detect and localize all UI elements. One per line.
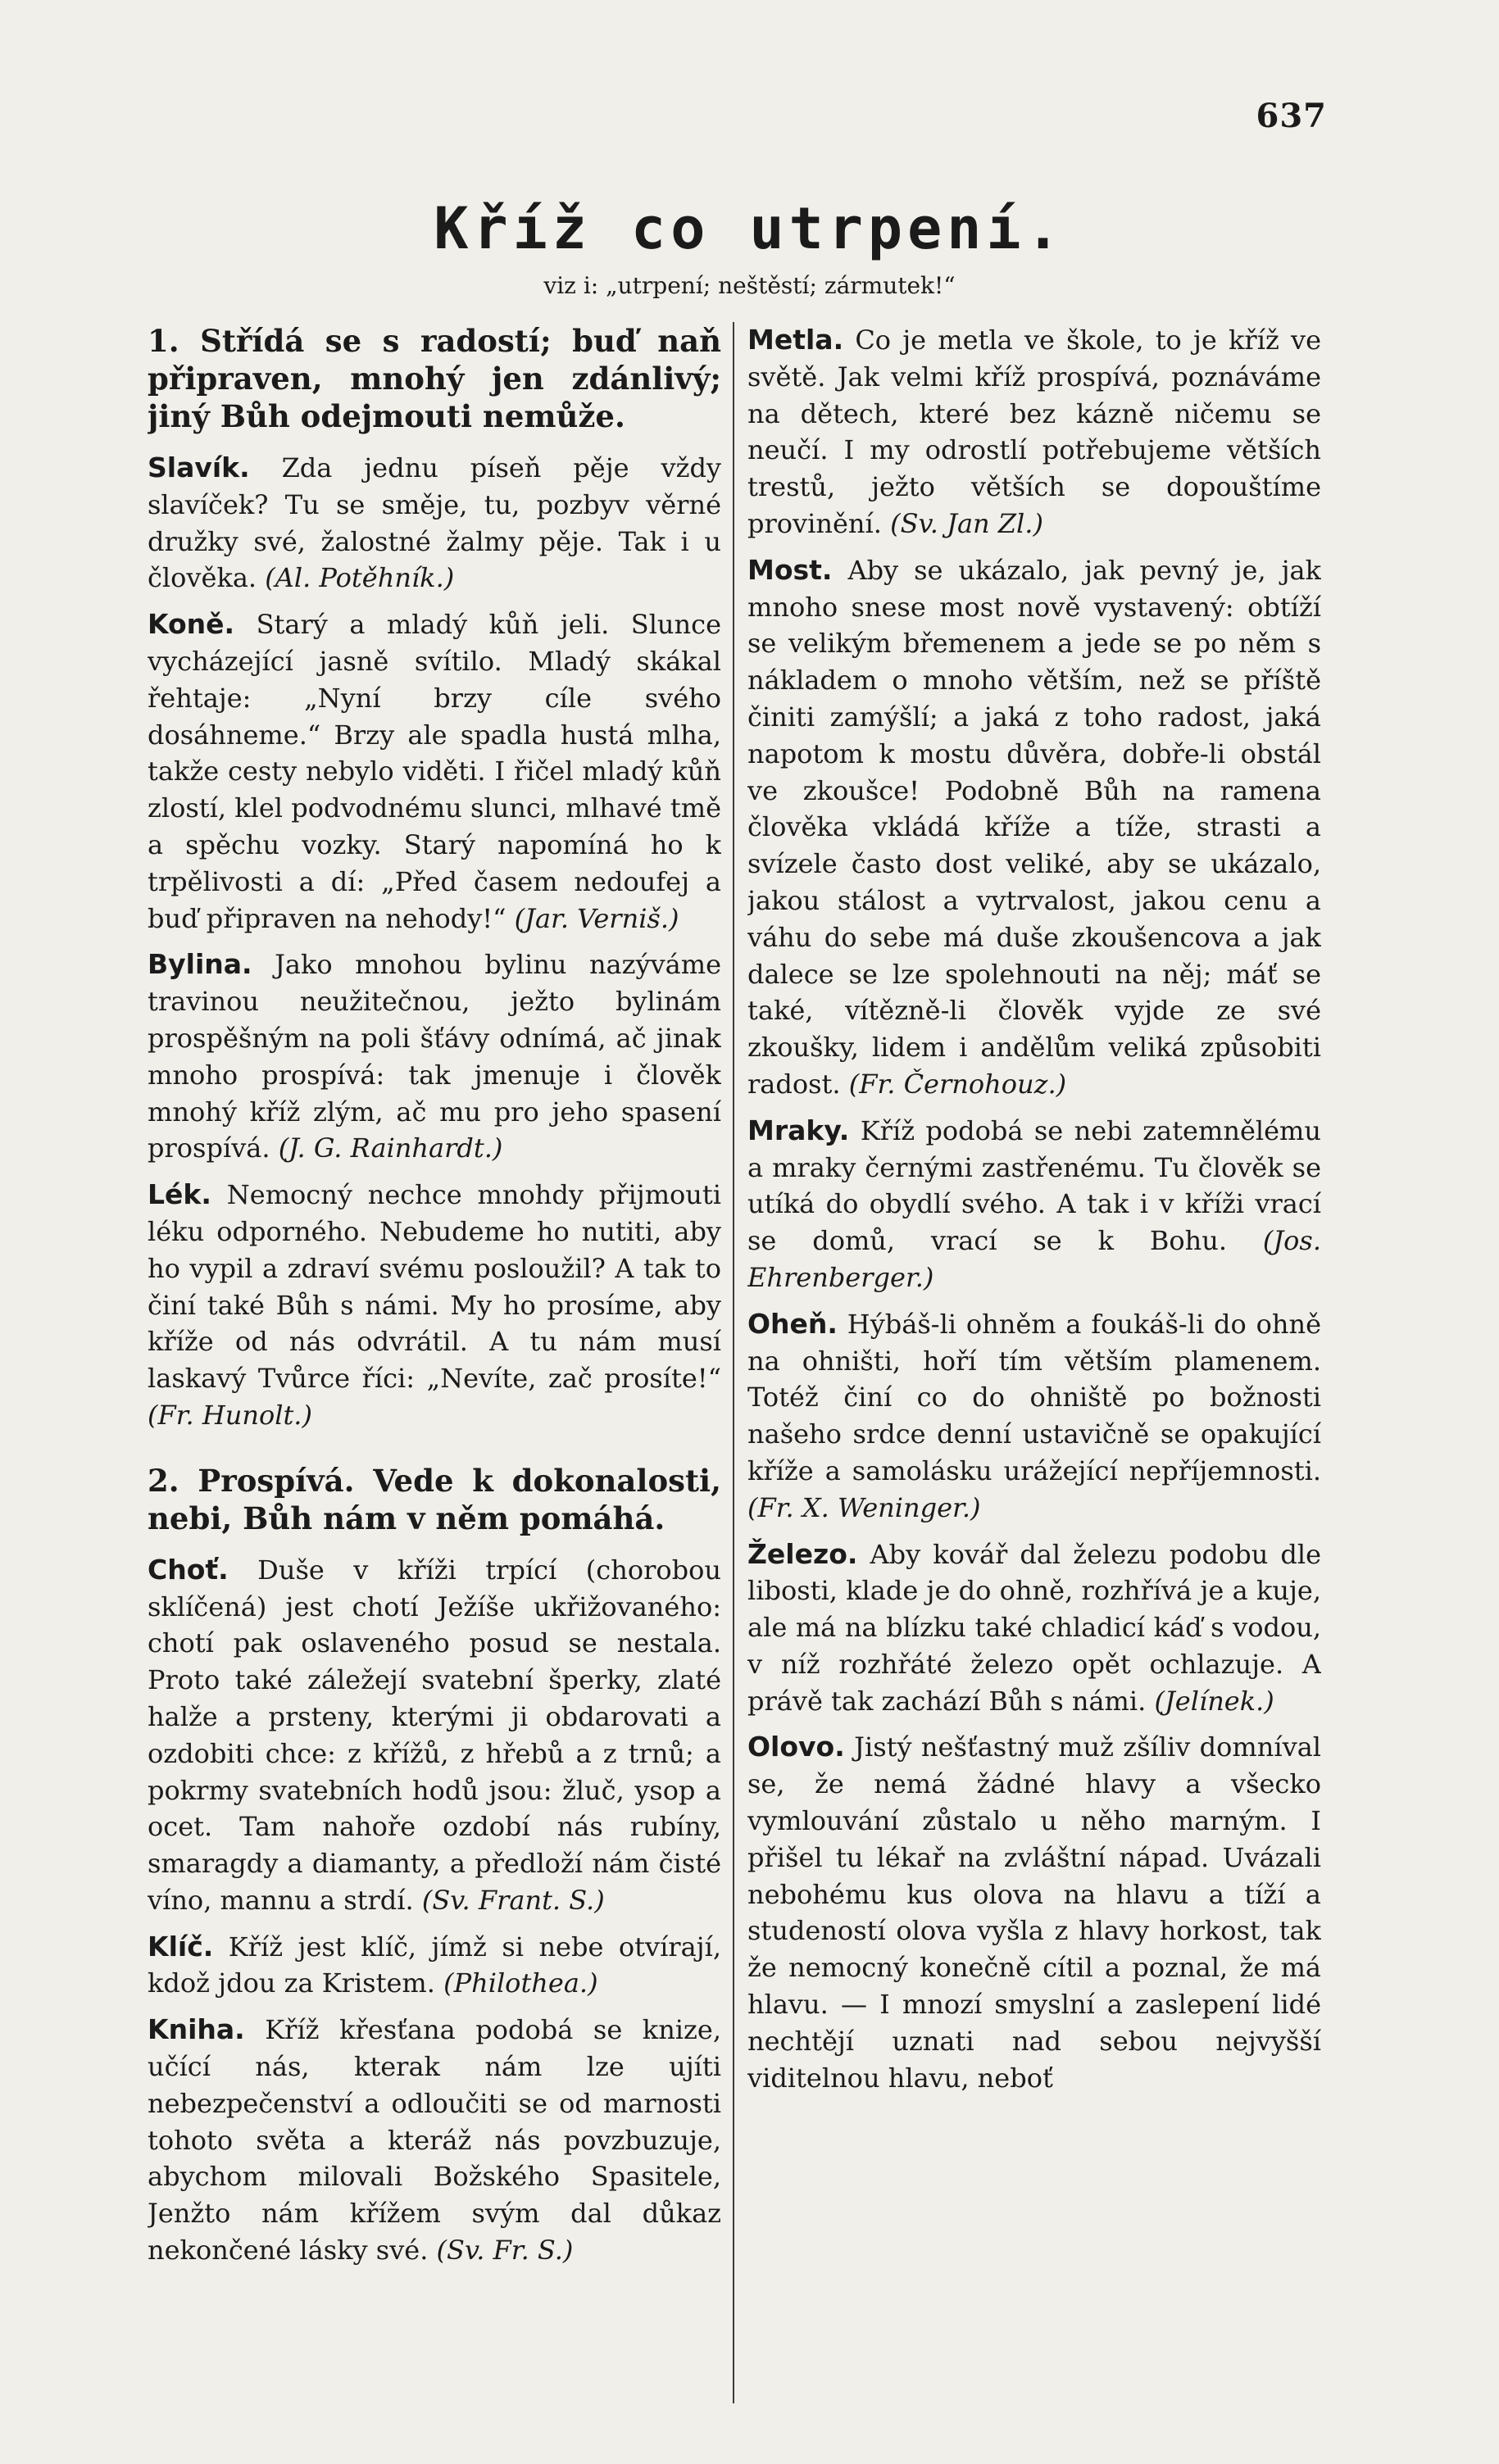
entry-slavik [148, 450, 721, 597]
entry-head: Choť. [148, 1553, 229, 1586]
entry-head: Olovo. [747, 1731, 845, 1763]
entry-head: Lék. [148, 1178, 211, 1211]
entry-lek [148, 1177, 721, 1434]
entry-mraky [747, 1113, 1321, 1296]
entry-source: (Philothea.) [443, 1967, 598, 1999]
entry-text: Kříž jest klíč, jímž si nebe otvírají, kdož jdou za Kristem. [148, 1931, 721, 1999]
section-heading: 2. Prospívá. Vede k dokonalosti, nebi, Bůh nám v něm pomáhá. [148, 1462, 721, 1536]
right-column [747, 322, 1321, 2403]
entry-text: Hýbáš-li ohněm a foukáš-li do ohně na ohništi, hoří tím větším plamenem. Totéž činí co do ohniště po božnosti našeho srdce denní ustavičně se opakující kříže a samolásku urážející nepříjemnosti. [747, 1308, 1321, 1486]
entry-head: Bylina. [148, 948, 252, 981]
entry-ohen [747, 1306, 1321, 1527]
entry-head: Kniha. [148, 2013, 245, 2046]
section-heading: 1. Střídá se s radostí; buď naň připraven, mnohý jen zdánlivý; jiný Bůh odejmouti nemůže. [148, 323, 721, 434]
entry-text: Starý a mladý kůň jeli. Slunce vycházející jasně svítilo. Mladý skákal řehtaje: „Nyní brzy cíle svého dosáhneme.“ Brzy ale spadla hustá mlha, takže cesty nebylo viděti. I řičel mladý kůň zlostí, klel podvodnému slunci, mlhavé tmě a spěchu vozky. Starý napomíná ho k trpělivosti a dí: „Před časem nedoufej a buď připraven na nehody!“ [148, 609, 721, 934]
entry-kniha [148, 2012, 721, 2269]
entry-head: Klíč. [148, 1930, 214, 1963]
entry-source: (Al. Potěhník.) [265, 562, 455, 594]
entry-head: Koně. [148, 608, 235, 641]
entry-head: Slavík. [148, 452, 250, 483]
entry-source: (Jos. Ehrenberger.) [747, 1225, 1321, 1293]
entry-text: Nemocný nechce mnohdy přijmouti léku odporného. Nebudeme ho nutiti, aby ho vypil a zdraví svému posloužil? A tak to činí také Bůh s námi. My ho prosíme, aby kříže od nás odvrátil. A tu nám musí laskavý Tvůrce říci: „Nevíte, zač prosíte!“ [148, 1179, 721, 1395]
entry-source: (Fr. X. Weninger.) [747, 1491, 981, 1523]
entry-source: (J. G. Rainhardt.) [278, 1132, 503, 1164]
entry-metla [747, 322, 1321, 542]
entry-text: Jako mnohou bylinu nazýváme travinou neužitečnou, ježto bylinám prospěšným na poli šťávy odnímá, ač jinak mnoho prospívá: tak jmenuje i člověk mnohý kříž zlým, ač mu pro jeho spasení prospívá. [148, 949, 721, 1164]
entry-head: Mraky. [747, 1114, 850, 1146]
entry-source: (Sv. Fr. S.) [436, 2235, 574, 2267]
entry-head: Most. [747, 553, 833, 586]
entry-text: Zda jednu píseň pěje vždy slavíček? Tu se směje, tu, pozbyv věrné družky své, žalostné žalmy pěje. Tak i u člověka. [148, 452, 721, 594]
entry-text: Duše v kříži trpící (chorobou sklíčená) jest chotí Ježíše ukřižovaného: chotí pak oslaveného posud se nestala. Proto také záležejí svatební šperky, zlaté halže a prsteny, kterými ji obdarovati a ozdobiti chce: z křížů, z hřebů a z trnů; a pokrmy svatebních hodů jsou: žluč, ysop a ocet. Tam nahoře ozdobí nás rubíny, smaragdy a diamanty, a předloží nám čisté víno, mannu a strdí. [148, 1554, 721, 1916]
entry-zelezo [747, 1536, 1321, 1720]
entry-chot [148, 1552, 721, 1919]
entry-text: Kříž křesťana podobá se knize, učící nás, kterak nám lze ujíti nebezpečenství a odloučiti se od marnosti tohoto světa a kteráž nás povzbuzuje, abychom milovali Božského Spasitele, Jenžto nám křížem svým dal důkaz nekončené lásky své. [148, 2014, 721, 2267]
entry-kone [148, 606, 721, 937]
entry-klic [148, 1929, 721, 2003]
entry-most [747, 552, 1321, 1103]
page-title: Kříž co utrpení. [434, 195, 1065, 262]
page-subtitle: viz i: „utrpení; neštěstí; zármutek!“ [543, 272, 956, 299]
entry-text: Jistý nešťastný muž zšíliv domníval se, že nemá žádné hlavy a všecko vymlouvání zůstalo u něho marným. I přišel tu lékař na zvláštní nápad. Uvázali nebohému kus olova na hlavu a tíží a studeností olova vyšla z hlavy horkost, tak že nemocný konečně cítil a poznal, že má hlavu. — I mnozí smyslní a zaslepení lidé nechtějí uznati nad sebou nejvyšší viditelnou hlavu, neboť [747, 1731, 1321, 2094]
entry-source: (Jar. Verniš.) [514, 902, 679, 934]
entry-source: (Sv. Jan Zl.) [890, 507, 1043, 539]
entry-text: Aby se ukázalo, jak pevný je, jak mnoho snese most nově vystavený: obtíží se velikým břemenem a jede se po něm s nákladem o mnoho větším, než se příště činiti zamýšlí; a jaká z toho radost, jaká napotom k mostu důvěra, dobře-li obstál ve zkoušce! Podobně Bůh na ramena člověka vkládá kříže a tíže, strasti a svízele často dost veliké, aby se ukázalo, jakou stálost a vytrvalost, jakou cenu a váhu do sebe má duše zkoušencova a jak dalece se lze spolehnouti na něj; máť se také, vítězně-li člověk vyjde ze své zkoušky, lidem i andělům veliká způsobiti radost. [747, 554, 1321, 1100]
page-number: 637 [1256, 97, 1327, 135]
entry-bylina [148, 946, 721, 1167]
entry-source: (Sv. Frant. S.) [421, 1884, 605, 1916]
entry-head: Oheň. [747, 1307, 838, 1340]
entry-source: (Jelínek.) [1154, 1685, 1274, 1717]
entry-source: (Fr. Hunolt.) [148, 1399, 312, 1431]
entry-text: Co je metla ve škole, to je kříž ve světě. Jak velmi kříž prospívá, poznáváme na dětech, které bez kázně ničemu se neučí. I my odrostlí potřebujeme větších trestů, ježto větších se dopouštíme provinění. [747, 324, 1321, 539]
entry-text: Kříž podobá se nebi zatemnělému a mraky černými zastřenému. Tu člověk se utíká do obydlí svého. A tak i v kříži vrací se domů, vrací se k Bohu. [747, 1114, 1321, 1257]
entry-head: Železo. [747, 1537, 858, 1570]
entry-text: Aby kovář dal železu podobu dle libosti, klade je do ohně, rozhřívá je a kuje, ale má na blízku také chladicí káď s vodou, v níž rozhřáté železo opět ochlazuje. A právě tak zachází Bůh s námi. [747, 1538, 1321, 1717]
entry-head: Metla. [747, 324, 844, 356]
column-divider [733, 322, 734, 2403]
entry-olovo [747, 1729, 1321, 2096]
entry-source: (Fr. Černohouz.) [848, 1068, 1067, 1100]
left-column [148, 322, 721, 2403]
